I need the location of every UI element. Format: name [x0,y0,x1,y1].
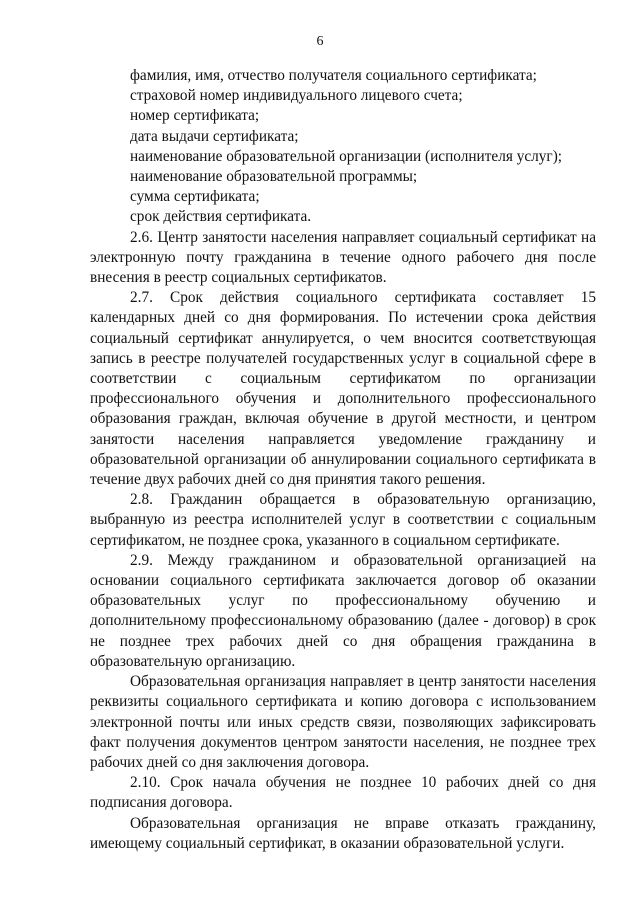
list-item-certificate-validity: срок действия сертификата. [130,208,312,226]
list-item-certificate-amount: сумма сертификата; [130,188,260,206]
paragraph-refusal-prohibited: Образовательная организация не вправе отказать гражданину, имеющему социальный сертификат, в оказании образовательной услуги. [90,814,596,852]
list-item-issue-date: дата выдачи сертификата; [130,127,299,145]
list-item-program-name: наименование образовательной программы; [130,168,418,186]
list-item-organization-name: наименование образовательной организации (исполнителя услуг); [130,147,563,165]
list-item-insurance-number: страховой номер индивидуального лицевого счета; [130,87,463,105]
paragraph-2-10: 2.10. Срок начала обучения не позднее 10 рабочих дней со дня подписания договора. [90,774,596,812]
paragraph-2-9: 2.9. Между гражданином и образовательной организацией на основании социального сертификата заключается договор об оказании образовательных услуг по профессиональному обучению и дополнительному профессиональному образованию (далее - договор) в срок не позднее трех рабочих дней со дня обращения гражданина в образовательную организацию. [90,551,596,670]
list-item-certificate-number: номер сертификата; [130,107,260,125]
paragraph-2-8: 2.8. Гражданин обращается в образовательную организацию, выбранную из реестра исполнителей услуг в соответствии с социальным сертификатом, не позднее срока, указанного в социальном сертификате. [90,491,596,549]
page-number: 6 [316,34,324,49]
list-item-recipient-name: фамилия, имя, отчество получателя социального сертификата; [130,67,537,84]
paragraph-2-6: 2.6. Центр занятости населения направляет социальный сертификат на электронную почту гражданина в течение одного рабочего дня после внесения в реестр социальных сертификатов. [90,228,596,287]
paragraph-2-7: 2.7. Срок действия социального сертификата составляет 15 календарных дней со дня формирования. По истечении срока действия социальный сертификат аннулируется, о чем вносится соответствующая запись в реестре получателей государственных услуг в социальной сфере в соответствии с социальным сертификатом по организации профессионального обучения и дополнительного профессионального образования граждан, включая обучение в другой местности, и центром занятости населения направляется уведомление гражданину и образовательной организации об аннулировании социального сертификата в течение двух рабочих дней со дня принятия такого решения. [90,289,596,489]
paragraph-organization-sends-details: Образовательная организация направляет в центр занятости населения реквизиты социального сертификата и копию договора с использованием электронной почты или иных средств связи, позволяющих зафиксировать факт получения документов центром занятости населения, не позднее трех рабочих дней со дня заключения договора. [90,673,596,771]
document-body [90,66,596,854]
